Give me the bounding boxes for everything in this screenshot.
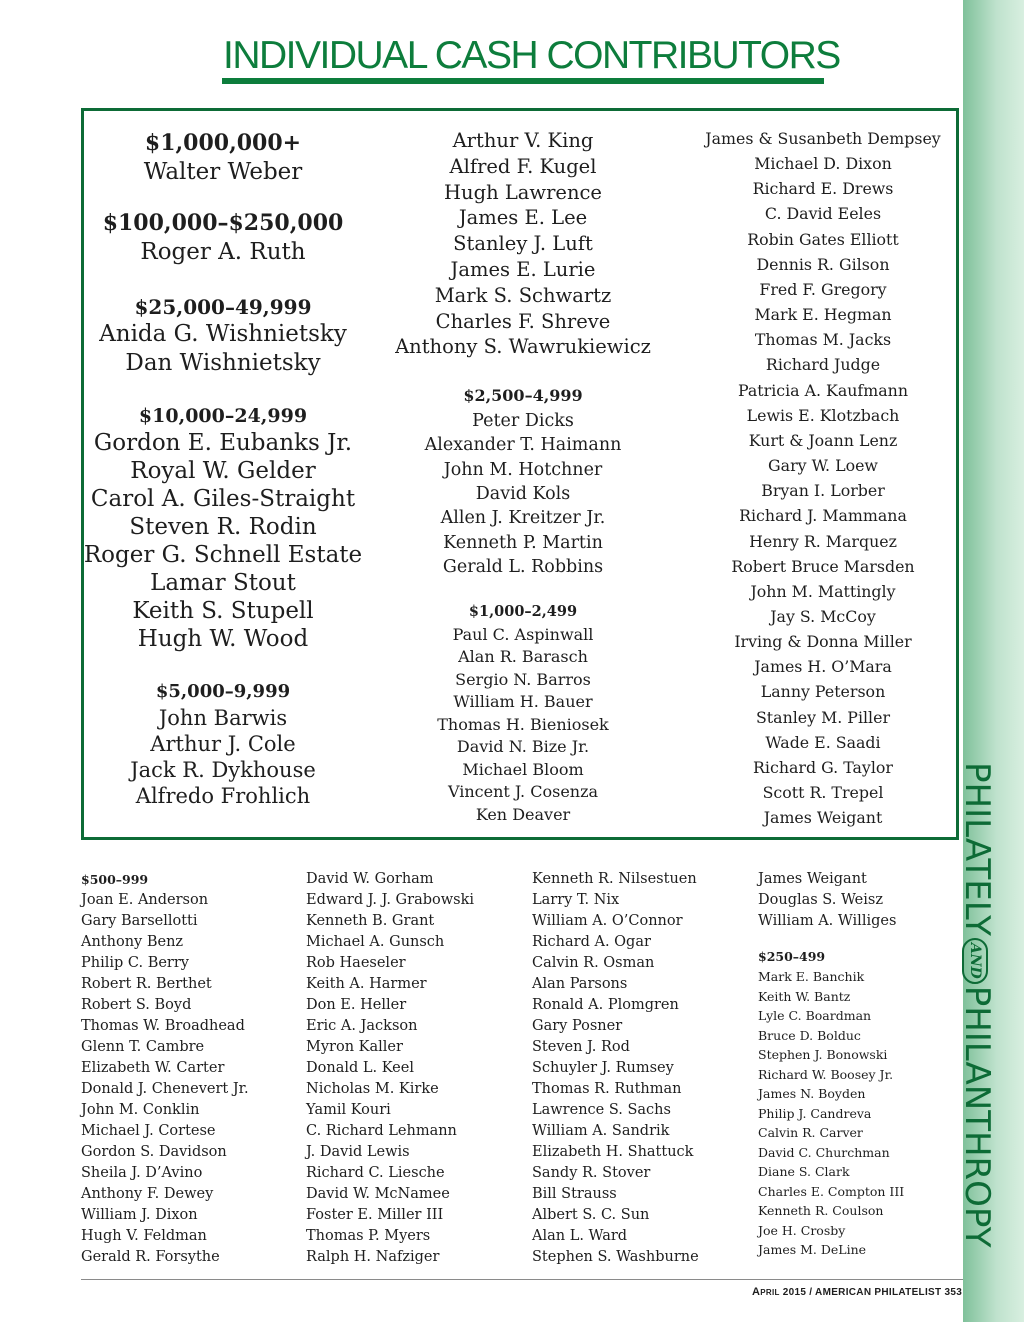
page-footer	[752, 1286, 962, 1298]
donor-name: Nicholas M. Kirke	[306, 1081, 439, 1097]
donor-name: Rob Haeseler	[306, 955, 406, 971]
donor-name: William A. Williges	[758, 913, 897, 929]
donor-name: Richard G. Taylor	[753, 757, 893, 777]
donor-name: Michael J. Cortese	[81, 1123, 216, 1139]
donor-name: Robert Bruce Marsden	[731, 556, 915, 576]
donor-name: Vincent J. Cosenza	[447, 782, 599, 802]
donor-name: Calvin R. Carver	[758, 1125, 863, 1140]
donor-name: Mark E. Hegman	[754, 305, 892, 325]
donor-name: Steven J. Rod	[532, 1039, 630, 1055]
donor-name: Peter Dicks	[472, 411, 574, 432]
donor-name: Kenneth R. Coulson	[758, 1203, 884, 1218]
donor-name: Michael Bloom	[462, 759, 584, 779]
donor-name: Joan E. Anderson	[81, 892, 209, 908]
donor-name: Yamil Kouri	[306, 1102, 391, 1118]
donor-name: James E. Lurie	[450, 257, 596, 281]
donor-name: Schuyler J. Rumsey	[532, 1060, 674, 1076]
donor-name: David N. Bize Jr.	[456, 737, 590, 757]
donor-name: Kurt & Joann Lenz	[748, 430, 898, 450]
donor-name: Myron Kaller	[306, 1039, 403, 1055]
donor-name: Thomas M. Jacks	[754, 330, 892, 350]
donor-name: Gary Barsellotti	[81, 913, 198, 929]
donor-name: Stephen S. Washburne	[532, 1249, 699, 1265]
donor-name: Calvin R. Osman	[532, 955, 655, 971]
donors-500-250-column-4	[758, 869, 904, 1260]
donor-name: William J. Dixon	[81, 1207, 198, 1223]
donor-name: Don E. Heller	[306, 997, 407, 1013]
donor-name: Kenneth P. Martin	[443, 532, 603, 553]
donor-name: Lamar Stout	[150, 570, 296, 596]
donor-name: Jack R. Dykhouse	[130, 758, 316, 782]
donor-name: Edward J. J. Grabowski	[306, 892, 475, 908]
donor-name: Walter Weber	[143, 159, 303, 185]
donor-name: Robin Gates Elliott	[747, 229, 899, 249]
side-banner-and: AND	[963, 938, 989, 984]
donor-name: Elizabeth H. Shattuck	[532, 1144, 694, 1160]
donor-name: Michael D. Dixon	[754, 154, 892, 174]
donor-name: Richard J. Mammana	[739, 506, 907, 526]
donor-name: Dan Wishnietsky	[125, 350, 321, 376]
donor-name: Glenn T. Cambre	[81, 1039, 205, 1055]
donor-name: James N. Boyden	[758, 1086, 866, 1101]
donor-name: Albert S. C. Sun	[532, 1207, 650, 1223]
donor-name: Anida G. Wishnietsky	[99, 321, 347, 347]
side-banner-text	[953, 762, 1001, 1262]
donor-name: Charles F. Shreve	[435, 309, 611, 333]
donor-name: Anthony S. Wawrukiewicz	[395, 335, 651, 359]
donors-500-column-3	[532, 869, 699, 1268]
donor-name: J. David Lewis	[306, 1144, 410, 1160]
donor-name: Philip J. Candreva	[758, 1105, 872, 1121]
donor-name: Lanny Peterson	[760, 682, 886, 702]
donor-name: Gary W. Loew	[768, 456, 878, 476]
donor-name: Lawrence S. Sachs	[532, 1102, 671, 1118]
donor-name: Arthur V. King	[452, 129, 594, 152]
footer-publication: 2015 / AMERICAN PHILATELIST 353	[779, 1287, 963, 1298]
donor-name: Royal W. Gelder	[130, 458, 316, 484]
donor-name: Anthony Benz	[81, 934, 184, 950]
donor-name: James H. O’Mara	[754, 657, 892, 677]
donor-name: Anthony F. Dewey	[81, 1186, 214, 1202]
donor-name: Arthur J. Cole	[150, 732, 296, 756]
donor-name: Douglas S. Weisz	[758, 892, 883, 908]
donor-name: Roger A. Ruth	[140, 239, 306, 265]
donor-name: Carol A. Giles-Straight	[90, 486, 356, 512]
tier-heading: $1,000,000+	[144, 130, 302, 156]
donor-name: Richard A. Ogar	[532, 934, 651, 950]
donor-name: Patricia A. Kaufmann	[737, 380, 909, 400]
donor-name: Sergio N. Barros	[455, 669, 591, 689]
donor-name: Gerald L. Robbins	[442, 556, 604, 577]
donor-name: Foster E. Miller III	[306, 1207, 444, 1223]
donor-name: Richard W. Boosey Jr.	[758, 1066, 894, 1082]
donor-name: Lewis E. Klotzbach	[746, 405, 900, 425]
tier-heading: $100,000–$250,000	[102, 210, 344, 236]
donor-name: C. David Eeles	[764, 204, 882, 224]
donor-name: Keith S. Stupell	[132, 598, 314, 624]
donor-name: Richard C. Liesche	[306, 1165, 445, 1181]
donor-name: Keith A. Harmer	[306, 976, 427, 992]
donor-name: Bruce D. Bolduc	[758, 1027, 861, 1043]
donor-name: Stanley M. Piller	[755, 707, 890, 727]
donor-name: Mark S. Schwartz	[434, 283, 612, 307]
donor-name: David C. Churchman	[758, 1144, 890, 1160]
donor-name: John M. Conklin	[81, 1102, 200, 1118]
donor-name: Mark E. Banchik	[758, 969, 865, 984]
donor-name: David W. McNamee	[306, 1186, 450, 1202]
donor-name: Gordon S. Davidson	[81, 1144, 227, 1160]
donor-name: Donald L. Keel	[306, 1060, 414, 1076]
donor-name: William A. O’Connor	[532, 913, 683, 929]
donor-name: Sheila J. D’Avino	[81, 1165, 203, 1181]
donor-name: David W. Gorham	[306, 871, 434, 887]
donor-name: Ken Deaver	[475, 804, 571, 824]
donor-name: Gerald R. Forsythe	[81, 1249, 220, 1265]
donor-name: Eric A. Jackson	[306, 1018, 418, 1034]
tier-heading: $2,500–4,999	[463, 386, 583, 406]
footer-rule	[81, 1279, 963, 1280]
tier-heading: $1,000–2,499	[468, 603, 578, 621]
tier-heading: $5,000–9,999	[155, 681, 291, 702]
donor-name: James & Susanbeth Dempsey	[705, 129, 941, 148]
donor-name: Robert R. Berthet	[81, 976, 212, 992]
donors-500-column-2	[306, 869, 474, 1268]
title-underline	[222, 78, 824, 84]
donor-name: Lyle C. Boardman	[758, 1008, 872, 1023]
donor-name: Richard Judge	[765, 355, 881, 375]
donor-name: Diane S. Clark	[758, 1164, 850, 1179]
donor-name: John M. Hotchner	[443, 459, 603, 480]
donor-name: Thomas W. Broadhead	[81, 1018, 245, 1034]
donor-name: James M. DeLine	[758, 1242, 867, 1257]
donor-name: Alfred F. Kugel	[449, 154, 597, 178]
donor-name: C. Richard Lehmann	[306, 1123, 457, 1139]
donor-name: Kenneth B. Grant	[306, 913, 435, 929]
donor-name: Jay S. McCoy	[770, 606, 876, 626]
donor-name: Alfredo Frohlich	[135, 784, 311, 808]
donor-name: Stephen J. Bonowski	[758, 1047, 888, 1062]
footer-month: April	[752, 1286, 780, 1298]
tier-heading: $500–999	[81, 872, 149, 887]
donor-name: Charles E. Compton III	[758, 1183, 905, 1199]
donor-name: Sandy R. Stover	[532, 1165, 651, 1181]
donor-name: Elizabeth W. Carter	[81, 1060, 225, 1076]
donor-name: Richard E. Drews	[752, 179, 894, 199]
major-donors-column-1	[83, 128, 363, 809]
donor-name: Keith W. Bantz	[758, 988, 851, 1004]
donor-name: Larry T. Nix	[532, 892, 620, 908]
donor-name: Thomas H. Bieniosek	[437, 714, 609, 734]
donor-name: Donald J. Chenevert Jr.	[81, 1081, 249, 1097]
donor-name: Thomas P. Myers	[306, 1228, 431, 1244]
tier-heading: $10,000–24,999	[138, 405, 308, 427]
donor-name: Hugh W. Wood	[137, 626, 309, 652]
donor-name: Alexander T. Haimann	[424, 435, 622, 456]
side-banner-left: PHILATELY	[957, 762, 997, 936]
donor-name: Bill Strauss	[532, 1186, 617, 1202]
donor-name: Dennis R. Gilson	[756, 254, 890, 274]
major-donors-column-3	[683, 126, 963, 830]
donor-name: John M. Mattingly	[750, 581, 896, 601]
donor-name: Gordon E. Eubanks Jr.	[93, 430, 353, 456]
donor-name: William H. Bauer	[453, 692, 593, 712]
donor-name: Hugh V. Feldman	[81, 1228, 207, 1244]
donor-name: Bryan I. Lorber	[761, 481, 885, 501]
donor-name: Thomas R. Ruthman	[532, 1081, 682, 1097]
donor-name: James Weigant	[763, 808, 883, 828]
donor-name: Stanley J. Luft	[453, 232, 593, 256]
donor-name: Hugh Lawrence	[444, 180, 602, 204]
donor-name: Robert S. Boyd	[81, 997, 192, 1013]
side-banner-right: PHILANTHROPY	[957, 985, 997, 1248]
major-donors-column-2	[384, 128, 662, 826]
page-title: INDIVIDUAL CASH CONTRIBUTORS	[223, 34, 840, 77]
donor-name: Steven R. Rodin	[129, 514, 317, 540]
donor-name: Kenneth R. Nilsestuen	[532, 871, 697, 887]
donor-name: Michael A. Gunsch	[306, 934, 445, 950]
donors-500-column-1	[81, 869, 249, 1268]
tier-heading: $25,000–49,999	[134, 295, 312, 319]
donor-name: Ronald A. Plomgren	[532, 997, 679, 1013]
donor-name: Ralph H. Nafziger	[306, 1249, 440, 1265]
donor-name: Henry R. Marquez	[749, 531, 897, 551]
donor-name: Joe H. Crosby	[758, 1222, 846, 1238]
donor-name: Gary Posner	[532, 1018, 623, 1034]
donor-name: Wade E. Saadi	[765, 732, 881, 752]
donor-name: David Kols	[475, 484, 571, 505]
donor-name: Philip C. Berry	[81, 955, 189, 971]
donor-name: Fred F. Gregory	[759, 279, 887, 299]
donor-name: John Barwis	[158, 706, 288, 730]
tier-heading: $250–499	[758, 949, 826, 964]
donor-name: Paul C. Aspinwall	[452, 624, 594, 644]
donor-name: William A. Sandrik	[532, 1123, 670, 1139]
donor-name: Irving & Donna Miller	[734, 632, 912, 652]
donor-name: Alan R. Barasch	[458, 647, 588, 667]
donor-name: James Weigant	[758, 871, 867, 887]
donor-name: James E. Lee	[458, 206, 588, 230]
donor-name: Roger G. Schnell Estate	[83, 542, 363, 568]
donor-name: Allen J. Kreitzer Jr.	[440, 508, 606, 529]
donor-name: Scott R. Trepel	[762, 783, 884, 803]
donor-name: Alan L. Ward	[532, 1228, 628, 1244]
donor-name: Alan Parsons	[532, 976, 628, 992]
